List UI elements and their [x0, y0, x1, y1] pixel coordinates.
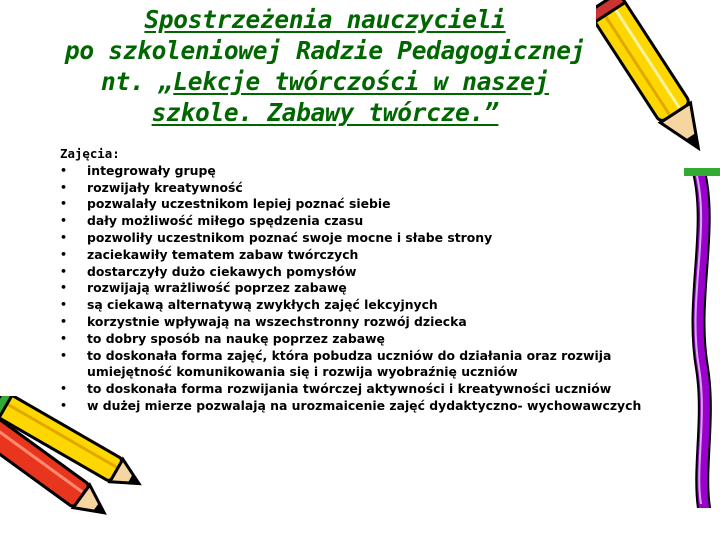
title-line-4: szkole. Zabawy twórcze.” [151, 98, 499, 127]
bullet-marker: • [60, 348, 68, 362]
list-item-text: to doskonała forma zajęć, która pobudza uczniów do działania oraz rozwija umiejętność komunikowania się i rozwija wyobraźnię uczniów [87, 347, 612, 380]
title-line-1: Spostrzeżenia nauczycieli [144, 5, 506, 34]
bullet-list [58, 163, 668, 415]
bullet-marker: • [60, 314, 68, 328]
bullet-marker: • [60, 214, 68, 228]
list-item-text: rozwijają wrażliwość poprzez zabawę [87, 280, 347, 296]
bullet-marker: • [60, 398, 68, 412]
list-item [58, 180, 668, 197]
list-item-text: korzystnie wpływają na wszechstronny rozwój dziecka [87, 313, 467, 329]
list-item [58, 264, 668, 281]
list-item-text: są ciekawą alternatywą zwykłych zajęć lekcyjnych [87, 297, 438, 313]
list-item-text: integrowały grupę [87, 162, 216, 178]
list-item-text: rozwijały kreatywność [87, 179, 243, 195]
bullet-marker: • [60, 298, 68, 312]
list-item-text: pozwoliły uczestnikom poznać swoje mocne i słabe strony [87, 229, 493, 245]
bullet-marker: • [60, 281, 68, 295]
slide-title [40, 4, 610, 128]
bullet-marker: • [60, 197, 68, 211]
list-item [58, 230, 668, 247]
bullet-marker: • [60, 230, 68, 244]
title-line-3-underlined: Lekcje twórczości w naszej [173, 67, 549, 96]
purple-pencil-icon [684, 168, 720, 508]
list-item [58, 348, 668, 382]
list-item-text: zaciekawiły tematem zabaw twórczych [87, 246, 359, 262]
list-item-text: dały możliwość miłego spędzenia czasu [87, 213, 364, 229]
title-line-3-prefix: nt. „ [101, 67, 174, 96]
list-item-text: dostarczyły dużo ciekawych pomysłów [87, 263, 357, 279]
slide-body [58, 146, 668, 415]
list-item-text: to dobry sposób na naukę poprzez zabawę [87, 330, 385, 346]
bullet-marker: • [60, 264, 68, 278]
bullet-marker: • [60, 331, 68, 345]
bullet-marker: • [60, 382, 68, 396]
list-item [58, 331, 668, 348]
bullet-marker: • [60, 163, 68, 177]
list-item-text: w dużej mierze pozwalają na urozmaicenie zajęć dydaktyczno- wychowawczych [87, 397, 642, 413]
list-item-text: to doskonała forma rozwijania twórczej aktywności i kreatywności uczniów [87, 381, 612, 397]
pencils-bottom-left [0, 396, 148, 540]
list-item [58, 297, 668, 314]
list-item [58, 196, 668, 213]
bullet-marker: • [60, 180, 68, 194]
list-item [58, 314, 668, 331]
intro-text: Zajęcia: [60, 146, 120, 161]
list-item [58, 213, 668, 230]
bullet-marker: • [60, 247, 68, 261]
title-line-2: po szkoleniowej Radzie Pedagogicznej [64, 36, 586, 65]
list-item [58, 398, 668, 415]
list-item [58, 381, 668, 398]
list-item [58, 280, 668, 297]
title-line-3 [40, 66, 610, 97]
list-item [58, 163, 668, 180]
list-item-text: pozwalały uczestnikom lepiej poznać siebie [87, 196, 391, 212]
list-item [58, 247, 668, 264]
yellow-pencil-icon [596, 0, 720, 172]
